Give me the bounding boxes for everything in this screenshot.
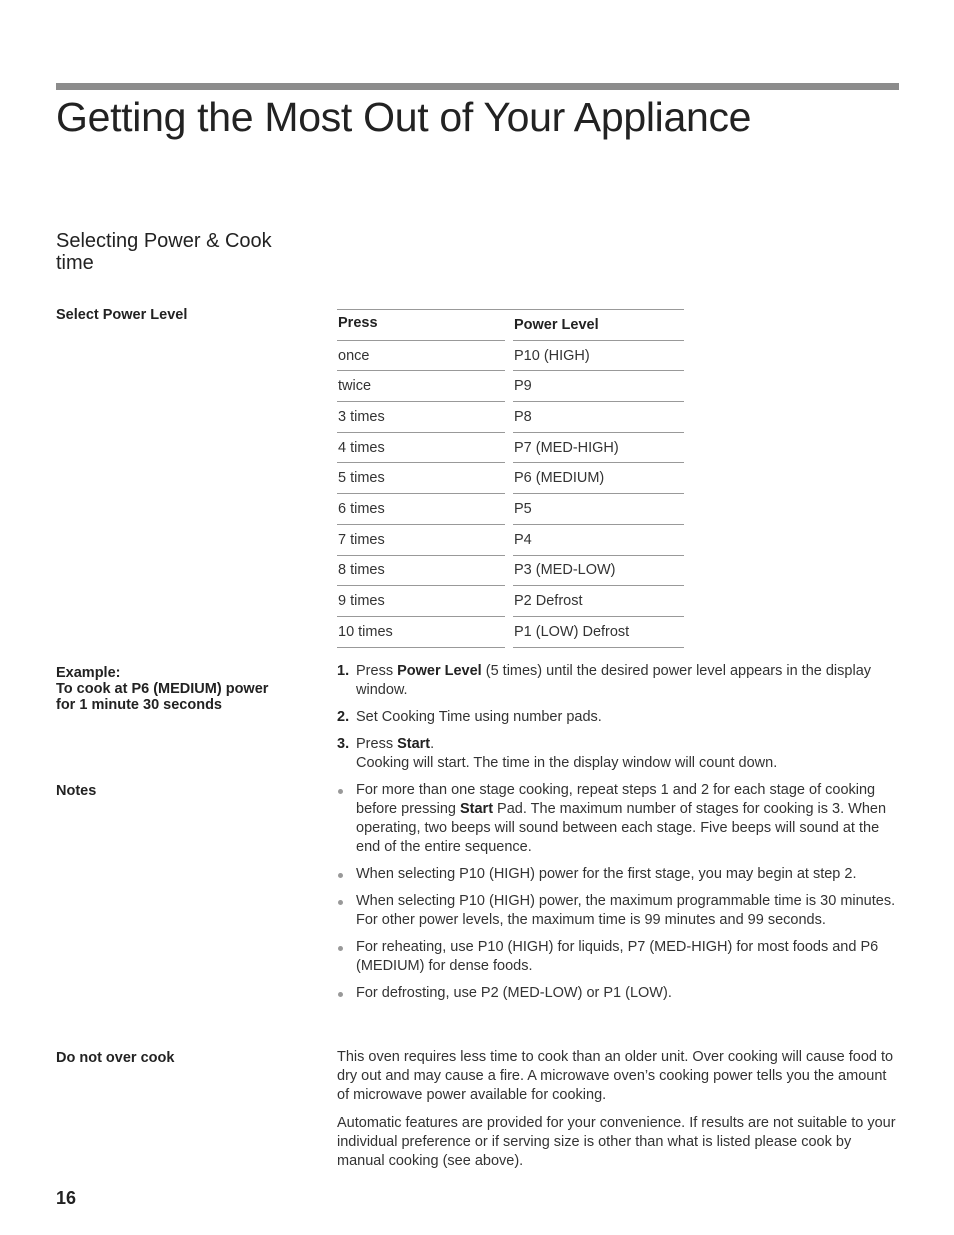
bullet-icon	[338, 873, 343, 878]
steps-list	[337, 662, 899, 781]
press-cell: 3 times	[337, 402, 505, 433]
note-item	[337, 892, 899, 930]
step-text: Press	[356, 663, 398, 679]
step-text: Cooking will start. The time in the display window will count down.	[356, 755, 778, 771]
table-row	[337, 494, 684, 525]
power-level-table	[337, 309, 684, 648]
bullet-icon	[338, 946, 343, 951]
bullet-icon	[338, 789, 343, 794]
notes-list	[337, 781, 899, 1011]
press-cell: 7 times	[337, 525, 505, 556]
over-cook-paragraph: This oven requires less time to cook than an older unit. Over cooking will cause food to dry out and may cause a fire. A microwave oven’s cooking power tells you the amount of microwave power available for cooking.	[337, 1049, 894, 1103]
table-row	[337, 586, 684, 617]
step-number: 2.	[337, 709, 350, 725]
note-text: For more than one stage cooking, repeat steps 1 and 2 for each stage of cooking before pressing	[356, 782, 876, 817]
step-key-name: Power Level	[397, 663, 482, 679]
press-cell: twice	[337, 371, 505, 402]
table-row	[337, 402, 684, 433]
step-text: (5 times) until the desired power level appears in the display window.	[356, 663, 872, 698]
table-row	[337, 617, 684, 648]
note-text: Pad. The maximum number of stages for cooking is 3. When operating, two beeps will sound between each stage. Five beeps will sound at the end of the entire sequence.	[356, 801, 887, 855]
power-level-cell: P9	[513, 371, 684, 402]
press-cell: 8 times	[337, 556, 505, 587]
step-number: 1.	[337, 663, 350, 679]
step-item	[337, 735, 899, 773]
step-key-name: Start	[397, 736, 431, 752]
power-level-cell: P8	[513, 402, 684, 433]
press-cell: 4 times	[337, 433, 505, 464]
table-row	[337, 556, 684, 587]
step-item	[337, 708, 899, 727]
power-level-cell: P1 (LOW) Defrost	[513, 617, 684, 648]
press-cell: 5 times	[337, 463, 505, 494]
table-row	[337, 525, 684, 556]
press-cell: 9 times	[337, 586, 505, 617]
note-text: For defrosting, use P2 (MED-LOW) or P1 (LOW).	[356, 985, 672, 1001]
column-header-press: Press	[337, 310, 505, 341]
table-header-row	[337, 310, 684, 341]
section-title: Selecting Power & Cook time	[56, 230, 272, 274]
note-key-name: Start	[459, 801, 494, 817]
example-label-line: Example:	[56, 665, 121, 681]
press-cell: once	[337, 341, 505, 372]
select-power-label: Select Power Level	[56, 307, 188, 323]
bullet-icon	[338, 992, 343, 997]
note-item	[337, 984, 899, 1003]
note-item	[337, 781, 899, 857]
bullet-icon	[338, 900, 343, 905]
step-text: .	[430, 736, 435, 752]
page-title: Getting the Most Out of Your Appliance	[56, 94, 752, 140]
note-item	[337, 938, 899, 976]
note-item	[337, 865, 899, 884]
top-rule	[56, 83, 899, 90]
power-level-cell: P2 Defrost	[513, 586, 684, 617]
press-cell: 10 times	[337, 617, 505, 648]
power-level-cell: P5	[513, 494, 684, 525]
example-label-line: To cook at P6 (MEDIUM) power	[56, 681, 269, 697]
note-text: For reheating, use P10 (HIGH) for liquids, P7 (MED-HIGH) for most foods and P6 (MEDIUM) for dense foods.	[356, 939, 879, 974]
note-text: When selecting P10 (HIGH) power for the first stage, you may begin at step 2.	[356, 866, 857, 882]
power-level-cell: P10 (HIGH)	[513, 341, 684, 372]
automatic-features-paragraph: Automatic features are provided for your convenience. If results are not suitable to your individual preference or if serving size is other than what is listed please cook by manual cooking (see above).	[337, 1115, 896, 1169]
table-row	[337, 433, 684, 464]
power-level-cell: P6 (MEDIUM)	[513, 463, 684, 494]
table-row	[337, 371, 684, 402]
power-level-cell: P7 (MED-HIGH)	[513, 433, 684, 464]
table-row	[337, 463, 684, 494]
note-text: When selecting P10 (HIGH) power, the maximum programmable time is 30 minutes. For other power levels, the maximum time is 99 minutes and 99 seconds.	[356, 893, 896, 928]
example-label-line: for 1 minute 30 seconds	[56, 697, 222, 713]
press-cell: 6 times	[337, 494, 505, 525]
table-row	[337, 341, 684, 372]
step-item	[337, 662, 899, 700]
page-number: 16	[56, 1188, 77, 1208]
notes-label: Notes	[56, 783, 97, 799]
step-text: Press	[356, 736, 398, 752]
power-level-cell: P4	[513, 525, 684, 556]
step-number: 3.	[337, 736, 350, 752]
example-label	[56, 665, 306, 713]
step-text: Set Cooking Time using number pads.	[356, 709, 602, 725]
power-level-cell: P3 (MED-LOW)	[513, 556, 684, 587]
do-not-over-cook-label: Do not over cook	[56, 1050, 175, 1066]
column-header-power-level: Power Level	[513, 310, 684, 341]
